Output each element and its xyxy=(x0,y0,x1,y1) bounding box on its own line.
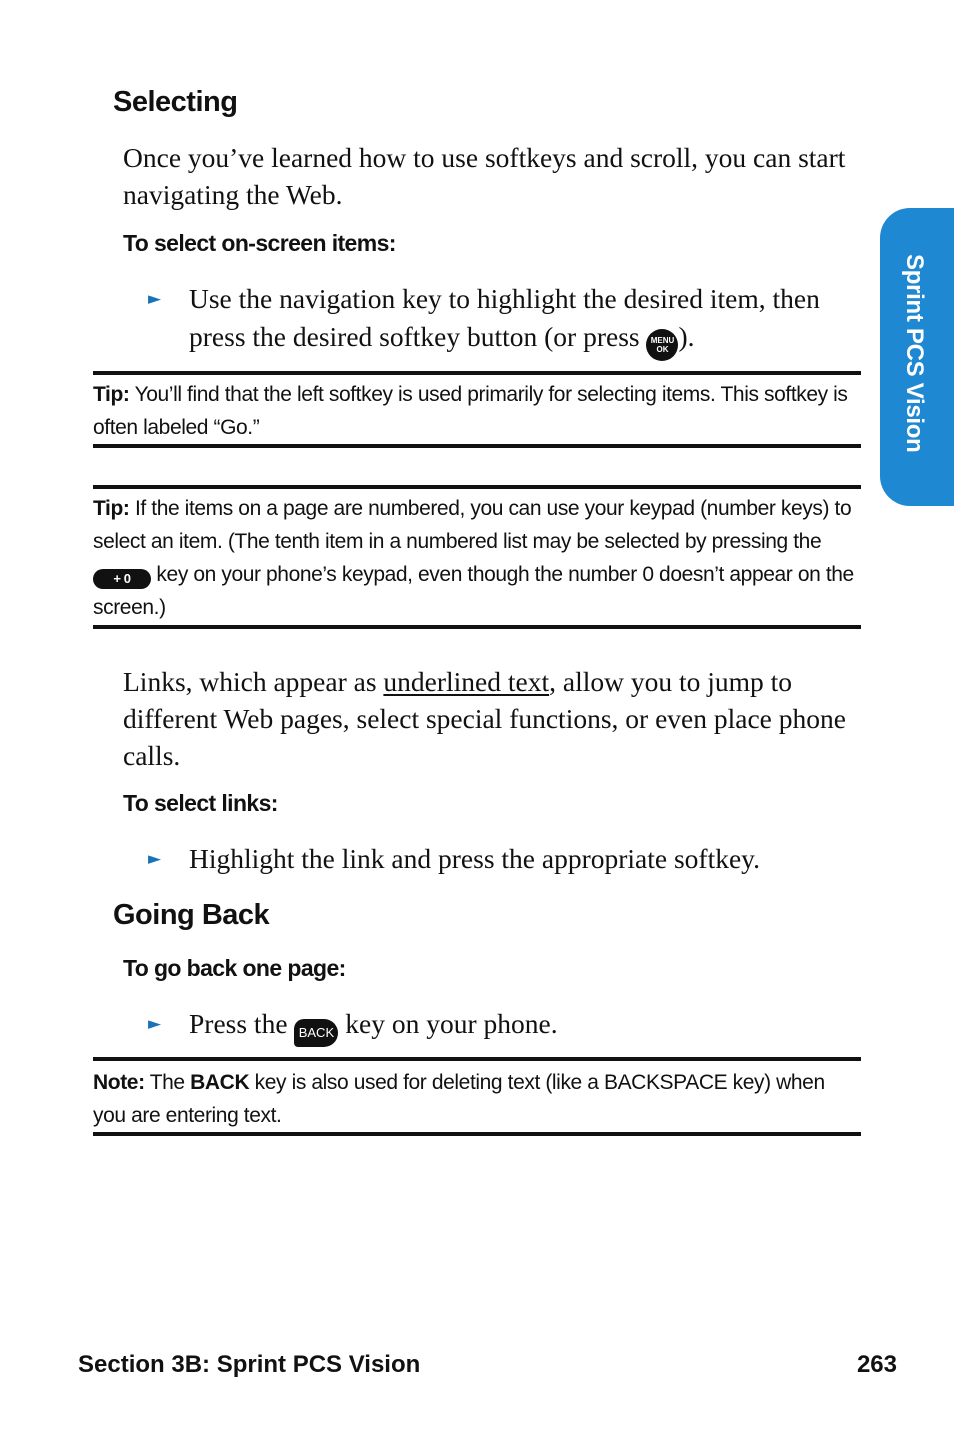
back-key-icon: BACK xyxy=(294,1019,338,1047)
bullet-text: Press the BACK key on your phone. xyxy=(148,1005,838,1047)
menu-ok-key-icon: MENU OK xyxy=(646,329,678,361)
tip-box-numbered xyxy=(93,485,861,629)
note-keyword: BACK xyxy=(190,1071,250,1094)
subheading-select-links: To select links: xyxy=(123,790,278,816)
bullet-text: Use the navigation key to highlight the desired item, then press the desired softkey button (or press MENU OK ). xyxy=(148,280,838,361)
bullet-go-back xyxy=(148,1005,838,1047)
section-tab xyxy=(880,208,954,506)
tip-text: You’ll find that the left softkey is used primarily for selecting items. This softkey is often labeled “Go.” xyxy=(93,383,848,439)
tip-label: Tip: xyxy=(93,497,130,520)
section-tab-label: Sprint PCS Vision xyxy=(901,254,928,453)
subheading-select-items: To select on-screen items: xyxy=(123,230,396,256)
bullet-arrow-icon: ► xyxy=(148,1014,162,1034)
footer-section: Section 3B: Sprint PCS Vision xyxy=(78,1351,421,1378)
zero-key-icon: + 0 xyxy=(93,569,151,589)
note-box-back: Note: The BACK key is also used for deleting text (like a BACKSPACE key) when you are entering text. xyxy=(93,1057,861,1136)
heading-going-back: Going Back xyxy=(113,899,270,931)
tip-text-cont: key on your phone’s keypad, even though the number 0 doesn’t appear on the screen.) xyxy=(93,563,854,619)
tip-label: Tip: xyxy=(93,383,130,406)
footer-page-number: 263 xyxy=(856,1351,897,1378)
heading-selecting: Selecting xyxy=(113,86,238,118)
bullet-arrow-icon: ► xyxy=(148,849,162,869)
tip-box-softkey xyxy=(93,371,861,448)
bullet-select-items xyxy=(148,280,838,361)
subheading-go-back: To go back one page: xyxy=(123,955,346,981)
bullet-select-links xyxy=(148,840,838,878)
bullet-arrow-icon: ► xyxy=(148,289,162,309)
selecting-intro: Once you’ve learned how to use softkeys and scroll, you can start navigating the Web. xyxy=(123,142,846,210)
links-paragraph: Links, which appear as underlined text, allow you to jump to different Web pages, select special functions, or even place phone calls. xyxy=(123,666,846,771)
note-label: Note: xyxy=(93,1071,145,1094)
bullet-text: Highlight the link and press the appropriate softkey. xyxy=(189,843,761,874)
underlined-text-example: underlined text xyxy=(383,666,550,697)
tip-text: If the items on a page are numbered, you can use your keypad (number keys) to select an item. (The tenth item in a numbered list may be selected by pressing the xyxy=(93,497,852,553)
